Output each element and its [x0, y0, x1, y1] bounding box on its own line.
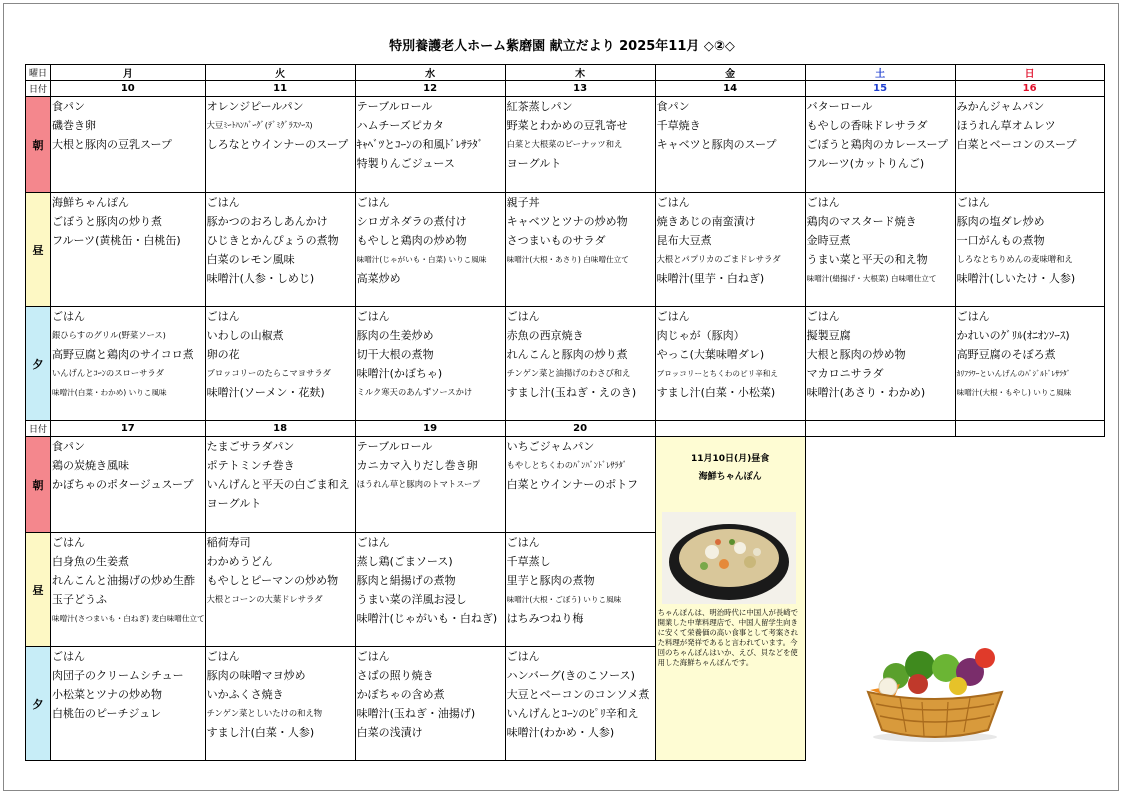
menu-item: 昆布大豆煮 [656, 234, 712, 247]
menu-item: フルーツ(カットりんご) [806, 157, 925, 170]
menu-cell [205, 647, 355, 761]
menu-item: キャベツとツナの炒め物 [506, 215, 628, 228]
menu-cell [355, 533, 505, 647]
menu-item: 味噌汁(大根・あさり) 白味噌仕立て [506, 255, 629, 264]
menu-item: ごぼうと豚肉の炒り煮 [52, 215, 162, 228]
menu-item: 味噌汁(かぼちゃ) [356, 367, 443, 380]
menu-item: 味噌汁(わかめ・人参) [506, 726, 615, 739]
menu-item: 食パン [52, 100, 85, 113]
empty-date-cell [655, 421, 805, 437]
feature-dish-name: 海鮮ちゃんぽん [698, 472, 762, 482]
meal-label-breakfast: 朝 [26, 437, 51, 533]
menu-cell [355, 647, 505, 761]
menu-item: フルーツ(黄桃缶・白桃缶) [52, 234, 181, 247]
menu-item: いんげんと平天の白ごま和え [206, 478, 350, 491]
menu-item: いんげんとｺｰﾝのスローサラダ [52, 368, 164, 378]
menu-cell [505, 97, 655, 193]
menu-cell [655, 97, 805, 193]
menu-cell [505, 647, 655, 761]
menu-item: 肉じゃが（豚肉） [656, 329, 745, 342]
menu-cell [205, 533, 355, 647]
menu-item: ごはん [506, 650, 540, 663]
page-title: 特別養護老人ホーム紫磨園 献立だより 2025年11月 ◇②◇ [389, 39, 735, 54]
menu-item: ごはん [956, 310, 990, 323]
menu-item: 千草焼き [656, 119, 701, 132]
menu-item: 味噌汁(人参・しめじ) [206, 272, 315, 285]
menu-item: ミルク寒天のあんずソースかけ [356, 387, 473, 397]
menu-item: すまし汁(玉ねぎ・えのき) [506, 386, 637, 399]
menu-item: ごはん [206, 650, 240, 663]
menu-item: ごはん [206, 310, 240, 323]
menu-item: ブロッコリーのたらこマヨサラダ [206, 368, 331, 378]
menu-item: 銀ひらすのグリル(野菜ソース) [52, 330, 166, 340]
menu-item: すまし汁(白菜・人参) [206, 726, 315, 739]
menu-item: 磯巻き卵 [52, 119, 96, 132]
menu-cell [205, 437, 355, 533]
menu-item: テーブルロール [356, 100, 433, 113]
menu-item: 白桃缶のピーチジュレ [52, 707, 162, 720]
menu-item: 大根と豚肉の炒め物 [806, 348, 906, 361]
menu-item: ごぼうと鶏肉のカレースープ [806, 138, 948, 151]
menu-item: 鶏肉のマスタード焼き [806, 215, 917, 228]
menu-item: もやしの香味ドレサラダ [806, 119, 928, 132]
date-cell: 19 [355, 421, 505, 437]
menu-item: 白菜とウインナーのポトフ [506, 478, 638, 491]
menu-item: 一口がんもの煮物 [956, 234, 1045, 247]
menu-item: 白菜とベーコンのスープ [956, 138, 1077, 151]
menu-item: ごはん [506, 310, 540, 323]
menu-item: みかんジャムパン [956, 100, 1045, 113]
menu-item: 切干大根の煮物 [356, 348, 434, 361]
menu-item: かぼちゃの含め煮 [356, 688, 445, 701]
weekday-2: 水 [355, 65, 505, 81]
menu-item: ごはん [356, 536, 390, 549]
menu-cell [505, 307, 655, 421]
menu-cell [355, 307, 505, 421]
menu-item: ごはん [52, 536, 85, 549]
menu-item: 大豆とベーコンのコンソメ煮 [506, 688, 650, 701]
menu-item: 特製りんごジュース [356, 157, 455, 170]
menu-item: もやしとピーマンの炒め物 [206, 574, 339, 587]
menu-item: 豚肉の生姜炒め [356, 329, 434, 342]
menu-cell [655, 307, 805, 421]
menu-item: ごはん [656, 310, 690, 323]
menu-item: かれいのｸﾞﾘﾙ(ｵﾆｵﾝｿｰｽ) [956, 329, 1070, 342]
weekday-4: 金 [655, 65, 805, 81]
menu-item: 味噌汁(じゃがいも・白ねぎ) [356, 612, 498, 625]
weekday-0: 月 [51, 65, 206, 81]
menu-item: ごはん [356, 310, 390, 323]
feature-date: 11月10日(月)昼食 [690, 454, 770, 464]
menu-cell [955, 307, 1104, 421]
menu-item: 玉子どうふ [52, 593, 107, 606]
menu-item: いかふくさ焼き [206, 688, 284, 701]
menu-item: ごはん [806, 196, 840, 209]
date-cell: 17 [51, 421, 206, 437]
menu-item: 海鮮ちゃんぽん [52, 196, 129, 209]
menu-item: はちみつねり梅 [506, 612, 584, 625]
date-cell: 14 [655, 81, 805, 97]
date-cell: 13 [505, 81, 655, 97]
menu-item: 千草蒸し [506, 555, 551, 568]
menu-item: 焼きあじの南蛮漬け [656, 215, 756, 228]
empty-date-cell [805, 421, 955, 437]
menu-item: チンゲン菜としいたけの和え物 [206, 708, 323, 718]
menu-item: 紅茶蒸しパン [506, 100, 573, 113]
menu-item: 金時豆煮 [806, 234, 851, 247]
menu-item: 親子丼 [506, 196, 540, 209]
menu-item: ごはん [356, 650, 390, 663]
menu-cell [805, 97, 955, 193]
menu-item: 味噌汁(ソーメン・花麸) [206, 386, 325, 399]
menu-item: 大豆ﾐｰﾄﾊﾝﾊﾞｰｸﾞ(ﾃﾞﾐｸﾞﾗｽｿｰｽ) [206, 120, 313, 130]
empty-date-cell [955, 421, 1104, 437]
menu-item: ごはん [206, 196, 240, 209]
menu-item: ごはん [956, 196, 990, 209]
menu-item: 高野豆腐のそぼろ煮 [956, 348, 1056, 361]
menu-cell [51, 533, 206, 647]
menu-item: ほうれん草と豚肉のトマトスープ [356, 479, 481, 489]
menu-cell [505, 533, 655, 647]
menu-cell [805, 307, 955, 421]
menu-cell [51, 647, 206, 761]
menu-item: 白菜と大根菜のピーナッツ和え [506, 139, 623, 149]
menu-cell [805, 193, 955, 307]
menu-item: 味噌汁(大根・ごぼう) いりこ風味 [506, 595, 622, 604]
menu-item: いんげんとｺｰﾝのﾋﾟﾘ辛和え [506, 707, 639, 720]
menu-item: 味噌汁(里芋・白ねぎ) [656, 272, 765, 285]
menu-item: ヨーグルト [206, 497, 262, 510]
date-cell: 15 [805, 81, 955, 97]
menu-item: 豚肉の塩ダレ炒め [956, 215, 1045, 228]
menu-item: カニカマ入りだし巻き卵 [356, 459, 478, 472]
weekday-label: 曜日 [26, 65, 51, 81]
menu-item: かぼちゃのポタージュスープ [52, 478, 194, 491]
menu-cell [955, 97, 1104, 193]
menu-cell [355, 97, 505, 193]
weekday-1: 火 [205, 65, 355, 81]
menu-item: 卵の花 [206, 348, 240, 361]
menu-item: ごはん [656, 196, 690, 209]
menu-item: さつまいものサラダ [506, 234, 606, 247]
menu-item: ごはん [356, 196, 390, 209]
date-cell: 10 [51, 81, 206, 97]
menu-item: ごはん [52, 650, 85, 663]
menu-item: 豚肉と絹揚げの煮物 [356, 574, 456, 587]
meal-label-breakfast: 朝 [26, 97, 51, 193]
date-label: 日付 [26, 81, 51, 97]
menu-cell [355, 437, 505, 533]
menu-item: もやしとちくわのﾊﾞﾝﾊﾞﾝﾄﾞﾚｻﾗﾀﾞ [506, 460, 627, 470]
menu-item: 稲荷寿司 [206, 536, 251, 549]
menu-cell [505, 437, 655, 533]
menu-item: ハムチーズピカタ [356, 119, 444, 132]
menu-cell [51, 437, 206, 533]
menu-item: キャベツと豚肉のスープ [656, 138, 777, 151]
date-cell: 16 [955, 81, 1104, 97]
menu-cell [655, 193, 805, 307]
menu-cell [205, 193, 355, 307]
menu-item: うまい菜の洋風お浸し [356, 593, 467, 606]
menu-item: 野菜とわかめの豆乳寄せ [506, 119, 628, 132]
menu-item: 白身魚の生姜煮 [52, 555, 129, 568]
menu-item: 白菜のレモン風味 [206, 253, 295, 266]
menu-item: もやしと鶏肉の炒め物 [356, 234, 467, 247]
menu-cell [355, 193, 505, 307]
menu-item: 大根とパプリカのごまドレサラダ [656, 254, 781, 264]
menu-item: ごはん [506, 536, 540, 549]
menu-item: 味噌汁(あさり・わかめ) [806, 386, 926, 399]
menu-item: 味噌汁(玉ねぎ・油揚げ) [356, 707, 476, 720]
menu-item: たまごサラダパン [206, 440, 295, 453]
menu-cell [51, 307, 206, 421]
date-cell: 11 [205, 81, 355, 97]
menu-cell [205, 97, 355, 193]
menu-item: 味噌汁(大根・もやし) いりこ風味 [956, 388, 1072, 397]
menu-item: 擬製豆腐 [806, 329, 851, 342]
date-cell: 20 [505, 421, 655, 437]
menu-cell [505, 193, 655, 307]
menu-item: 味噌汁(じゃがいも・白菜) いりこ風味 [356, 255, 487, 264]
menu-item: しろなとウインナーのスープ [206, 138, 349, 151]
weekday-5: 土 [805, 65, 955, 81]
menu-item: マカロニサラダ [806, 367, 884, 380]
date-label: 日付 [26, 421, 51, 437]
menu-item: 食パン [656, 100, 690, 113]
menu-item: うまい菜と平天の和え物 [806, 253, 928, 266]
menu-item: ごはん [52, 310, 85, 323]
menu-item: ブロッコリーとちくわのピリ辛和え [656, 369, 778, 378]
menu-cell [205, 307, 355, 421]
menu-item: 味噌汁(白菜・わかめ) いりこ風味 [52, 388, 167, 397]
weekday-6: 日 [955, 65, 1104, 81]
menu-cell [51, 193, 206, 307]
menu-item: わかめうどん [206, 555, 273, 568]
menu-item: 白菜の浅漬け [356, 726, 423, 739]
menu-cell [955, 193, 1104, 307]
vegetable-basket-icon [860, 632, 1010, 744]
menu-item: 里芋と豚肉の煮物 [506, 574, 595, 587]
menu-cell [51, 97, 206, 193]
menu-item: 高菜炒め [356, 272, 401, 285]
feature-box [655, 437, 805, 761]
menu-item: いちごジャムパン [506, 440, 595, 453]
feature-description: ちゃんぽんは、明治時代に中国人が長崎で開業した中華料理店で、中国人留学生向きに安くて栄養価の高い食事として考案された料理が発祥であると言われています。今回のちゃんぽんはいか、えび、貝などを使用した海鮮ちゃんぽんです。 [657, 608, 799, 667]
menu-item: いわしの山椒煮 [206, 329, 284, 342]
menu-item: すまし汁(白菜・小松菜) [656, 386, 776, 399]
menu-item: 味噌汁(さつまいも・白ねぎ) 麦白味噌仕立て [52, 614, 205, 623]
menu-item: さばの照り焼き [356, 669, 434, 682]
champon-photo-icon [662, 512, 796, 604]
menu-item: 鶏の炭焼き風味 [52, 459, 129, 472]
menu-item: しろなとちりめんの麦味噌和え [956, 254, 1073, 264]
menu-item: バターロール [806, 100, 873, 113]
meal-label-lunch: 昼 [26, 193, 51, 307]
menu-item: シロガネダラの煮付け [356, 215, 467, 228]
menu-item: 赤魚の西京焼き [506, 329, 584, 342]
menu-item: ヨーグルト [506, 157, 562, 170]
menu-item: チンゲン菜と油揚げのわさび和え [506, 368, 631, 378]
meal-label-lunch: 昼 [26, 533, 51, 647]
menu-item: 小松菜とツナの炒め物 [52, 688, 162, 701]
menu-item: 大根とコーンの大葉ドレサラダ [206, 594, 323, 604]
menu-item: 肉団子のクリームシチュー [52, 669, 184, 682]
menu-item: 食パン [52, 440, 85, 453]
menu-item: ひじきとかんぴょうの煮物 [206, 234, 339, 247]
menu-item: ｷｬﾍﾞﾂとｺｰﾝの和風ﾄﾞﾚｻﾗﾀﾞ [356, 138, 484, 151]
menu-item: ハンバーグ(きのこソース) [506, 669, 635, 682]
menu-item: 大根と豚肉の豆乳スープ [52, 138, 172, 151]
menu-item: れんこんと油揚げの炒め生酢 [52, 574, 195, 587]
menu-item: テーブルロール [356, 440, 433, 453]
menu-item: ｶﾘﾌﾗﾜｰといんげんのﾊﾞｼﾞﾙﾄﾞﾚｻﾗﾀﾞ [956, 369, 1071, 378]
date-cell: 12 [355, 81, 505, 97]
menu-item: 高野豆腐と鶏肉のサイコロ煮 [52, 348, 194, 361]
weekday-3: 木 [505, 65, 655, 81]
date-cell: 18 [205, 421, 355, 437]
meal-label-dinner: 夕 [26, 307, 51, 421]
menu-item: れんこんと豚肉の炒り煮 [506, 348, 628, 361]
menu-item: 味噌汁(しいたけ・人参) [956, 272, 1076, 285]
meal-label-dinner: 夕 [26, 647, 51, 761]
menu-item: ほうれん草オムレツ [956, 119, 1056, 132]
menu-item: 味噌汁(絹揚げ・大根菜) 白味噌仕立て [806, 274, 937, 283]
menu-item: オレンジピールパン [206, 100, 304, 113]
menu-item: 豚肉の味噌マヨ炒め [206, 669, 306, 682]
menu-item: ポテトミンチ巻き [206, 459, 295, 472]
menu-item: やっこ(大葉味噌ダレ) [656, 348, 765, 361]
menu-item: ごはん [806, 310, 840, 323]
menu-item: 蒸し鶏(ごまソース) [356, 555, 453, 568]
menu-item: 豚かつのおろしあんかけ [206, 215, 328, 228]
